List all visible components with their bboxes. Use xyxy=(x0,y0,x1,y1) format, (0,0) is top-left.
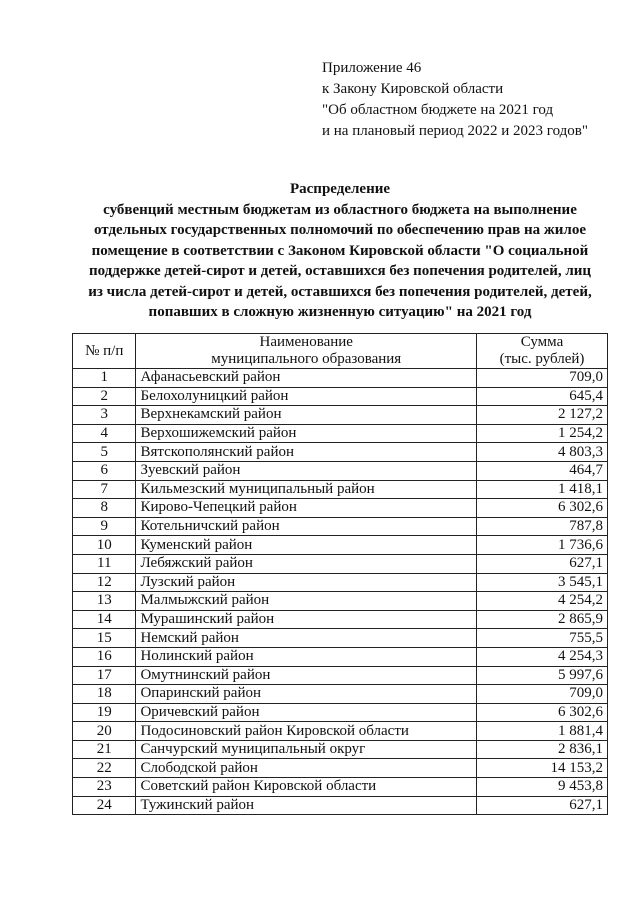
distribution-table xyxy=(72,333,608,815)
row-number: 2 xyxy=(73,387,136,406)
row-amount: 627,1 xyxy=(477,796,608,815)
table-row xyxy=(73,387,608,406)
table-row xyxy=(73,759,608,778)
header-name-line1: Наименование xyxy=(259,334,353,350)
row-amount: 464,7 xyxy=(477,461,608,480)
heading-line: помещение в соответствии с Законом Кировской области "О социальной xyxy=(91,242,589,259)
row-number: 22 xyxy=(73,759,136,778)
row-amount: 4 803,3 xyxy=(477,443,608,462)
row-number: 6 xyxy=(73,461,136,480)
row-number: 11 xyxy=(73,554,136,573)
row-municipality: Мурашинский район xyxy=(136,610,477,629)
row-number: 14 xyxy=(73,610,136,629)
row-municipality: Немский район xyxy=(136,629,477,648)
appendix-number: Приложение 46 xyxy=(322,60,422,76)
row-municipality: Белохолуницкий район xyxy=(136,387,477,406)
table-row xyxy=(73,406,608,425)
row-number: 23 xyxy=(73,778,136,797)
row-number: 9 xyxy=(73,517,136,536)
row-municipality: Кильмезский муниципальный район xyxy=(136,480,477,499)
row-municipality: Санчурский муниципальный округ xyxy=(136,740,477,759)
row-number: 18 xyxy=(73,685,136,704)
row-amount: 6 302,6 xyxy=(477,499,608,518)
table-row xyxy=(73,554,608,573)
row-amount: 627,1 xyxy=(477,554,608,573)
row-number: 21 xyxy=(73,740,136,759)
table-row xyxy=(73,499,608,518)
row-municipality: Тужинский район xyxy=(136,796,477,815)
appendix-law: к Закону Кировской области xyxy=(322,81,504,97)
row-municipality: Зуевский район xyxy=(136,461,477,480)
row-amount: 2 836,1 xyxy=(477,740,608,759)
table-row xyxy=(73,666,608,685)
row-amount: 3 545,1 xyxy=(477,573,608,592)
row-number: 10 xyxy=(73,536,136,555)
row-municipality: Подосиновский район Кировской области xyxy=(136,722,477,741)
table-row xyxy=(73,722,608,741)
appendix-block xyxy=(322,58,622,142)
table-row xyxy=(73,778,608,797)
header-num: № п/п xyxy=(73,334,136,369)
row-municipality: Советский район Кировской области xyxy=(136,778,477,797)
table-row xyxy=(73,536,608,555)
row-amount: 5 997,6 xyxy=(477,666,608,685)
header-sum-line2: (тыс. рублей) xyxy=(499,351,585,367)
row-municipality: Омутнинский район xyxy=(136,666,477,685)
table-row xyxy=(73,796,608,815)
row-amount: 4 254,2 xyxy=(477,592,608,611)
row-municipality: Слободской район xyxy=(136,759,477,778)
row-municipality: Верхнекамский район xyxy=(136,406,477,425)
header-sum xyxy=(477,334,608,369)
header-name xyxy=(136,334,477,369)
row-municipality: Кирово-Чепецкий район xyxy=(136,499,477,518)
row-amount: 755,5 xyxy=(477,629,608,648)
row-number: 13 xyxy=(73,592,136,611)
table-row xyxy=(73,517,608,536)
row-number: 19 xyxy=(73,703,136,722)
row-amount: 709,0 xyxy=(477,685,608,704)
row-number: 12 xyxy=(73,573,136,592)
row-number: 16 xyxy=(73,647,136,666)
row-number: 24 xyxy=(73,796,136,815)
row-amount: 14 153,2 xyxy=(477,759,608,778)
heading-title: Распределение xyxy=(289,181,391,197)
row-municipality: Лебяжский район xyxy=(136,554,477,573)
table-row xyxy=(73,443,608,462)
heading-line: отдельных государственных полномочий по обеспечению прав на жилое xyxy=(94,222,586,238)
row-municipality: Верхошижемский район xyxy=(136,424,477,443)
header-sum-line1: Сумма xyxy=(520,334,564,350)
row-municipality: Афанасьевский район xyxy=(136,369,477,388)
appendix-law-title: "Об областном бюджете на 2021 год xyxy=(322,102,554,118)
row-amount: 2 865,9 xyxy=(477,610,608,629)
table-row xyxy=(73,647,608,666)
row-number: 7 xyxy=(73,480,136,499)
row-municipality: Вятскополянский район xyxy=(136,443,477,462)
row-number: 8 xyxy=(73,499,136,518)
table-row xyxy=(73,480,608,499)
table-row xyxy=(73,592,608,611)
row-amount: 9 453,8 xyxy=(477,778,608,797)
row-amount: 709,0 xyxy=(477,369,608,388)
row-amount: 787,8 xyxy=(477,517,608,536)
row-amount: 1 736,6 xyxy=(477,536,608,555)
row-amount: 6 302,6 xyxy=(477,703,608,722)
row-municipality: Опаринский район xyxy=(136,685,477,704)
table-row xyxy=(73,685,608,704)
table-row xyxy=(73,610,608,629)
row-municipality: Оричевский район xyxy=(136,703,477,722)
row-amount: 1 418,1 xyxy=(477,480,608,499)
appendix-period: и на плановый период 2022 и 2023 годов" xyxy=(322,123,588,139)
row-municipality: Куменский район xyxy=(136,536,477,555)
row-amount: 4 254,3 xyxy=(477,647,608,666)
table-row xyxy=(73,461,608,480)
heading-line: попавших в сложную жизненную ситуацию" на 2021 год xyxy=(148,304,532,320)
row-municipality: Котельничский район xyxy=(136,517,477,536)
row-municipality: Малмыжский район xyxy=(136,592,477,611)
table-row xyxy=(73,424,608,443)
row-number: 3 xyxy=(73,406,136,425)
row-amount: 1 881,4 xyxy=(477,722,608,741)
row-amount: 645,4 xyxy=(477,387,608,406)
document-heading xyxy=(70,179,610,323)
row-number: 5 xyxy=(73,443,136,462)
heading-line: субвенций местным бюджетам из областного бюджета на выполнение xyxy=(103,201,577,218)
row-municipality: Лузский район xyxy=(136,573,477,592)
row-amount: 1 254,2 xyxy=(477,424,608,443)
header-name-line2: муниципального образования xyxy=(211,351,402,367)
row-municipality: Нолинский район xyxy=(136,647,477,666)
table-row xyxy=(73,740,608,759)
row-amount: 2 127,2 xyxy=(477,406,608,425)
table-header-row xyxy=(73,334,608,369)
table-row xyxy=(73,369,608,388)
heading-line: из числа детей-сирот и детей, оставшихся без попечения родителей, детей, xyxy=(88,283,592,300)
row-number: 15 xyxy=(73,629,136,648)
row-number: 4 xyxy=(73,424,136,443)
row-number: 20 xyxy=(73,722,136,741)
table-row xyxy=(73,573,608,592)
row-number: 17 xyxy=(73,666,136,685)
row-number: 1 xyxy=(73,369,136,388)
heading-line: поддержке детей-сирот и детей, оставшихся без попечения родителей, лиц xyxy=(88,263,592,279)
table-body xyxy=(73,369,608,815)
table-row xyxy=(73,629,608,648)
table-row xyxy=(73,703,608,722)
